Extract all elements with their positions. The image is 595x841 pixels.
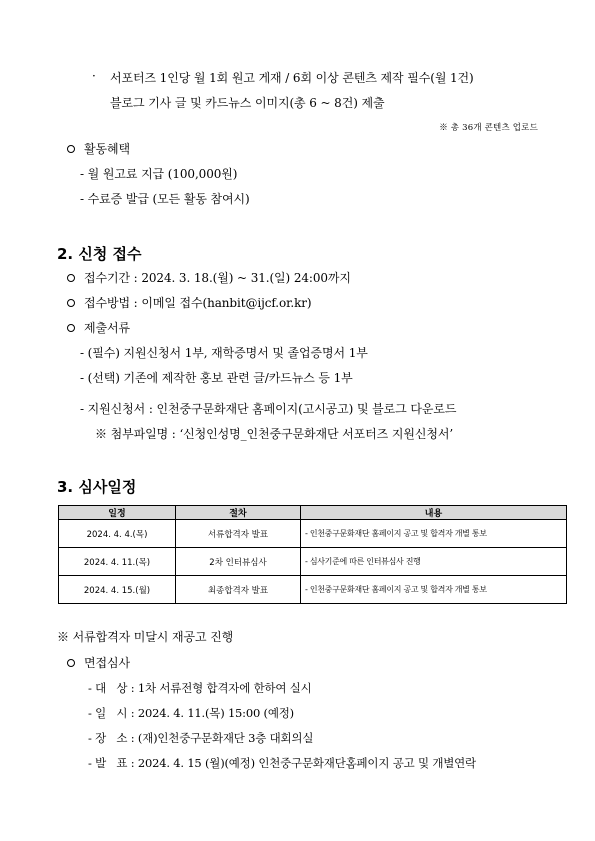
table-row <box>59 548 567 576</box>
bullet-line-1: 서포터즈 1인당 월 1회 원고 게재 / 6회 이상 콘텐츠 제작 필수(월 1건) <box>110 71 474 85</box>
doc-item: - (선택) 기존에 제작한 홍보 관련 글/카드뉴스 등 1부 <box>80 371 353 385</box>
header-content: 내용 <box>301 506 567 520</box>
interview-title-row <box>67 654 130 671</box>
bullet-line-2: 블로그 기사 글 및 카드뉴스 이미지(총 6 ~ 8건) 제출 <box>110 96 385 110</box>
header-procedure: 절차 <box>176 506 301 520</box>
application-method-row <box>67 294 312 311</box>
bullet-marker: · <box>92 69 96 83</box>
docs-title-row <box>67 319 130 336</box>
benefit-item: - 수료증 발급 (모든 활동 참여시) <box>80 192 250 206</box>
benefits-title-row <box>67 140 130 157</box>
table-row <box>59 520 567 548</box>
cell-procedure: 서류합격자 발표 <box>176 520 301 548</box>
circle-bullet-icon <box>67 324 75 332</box>
application-period: 접수기간 : 2024. 3. 18.(월) ~ 31.(일) 24:00까지 <box>84 271 351 285</box>
application-method: 접수방법 : 이메일 접수(hanbit@ijcf.or.kr) <box>84 296 312 310</box>
reannouncement-note: ※ 서류합격자 미달시 재공고 진행 <box>57 630 234 644</box>
table-header-row <box>59 506 567 520</box>
cell-content: - 심사기준에 따른 인터뷰심사 진행 <box>301 548 567 576</box>
section-2-heading: 2. 신청 접수 <box>57 245 142 263</box>
cell-date: 2024. 4. 15.(월) <box>59 576 176 604</box>
circle-bullet-icon <box>67 274 75 282</box>
interview-item: - 대 상 : 1차 서류전형 합격자에 한하여 실시 <box>88 681 312 695</box>
application-period-row <box>67 269 351 286</box>
cell-procedure: 2차 인터뷰심사 <box>176 548 301 576</box>
cell-content: - 인천중구문화재단 홈페이지 공고 및 합격자 개별 통보 <box>301 520 567 548</box>
benefits-title: 활동혜택 <box>84 142 130 156</box>
cell-date: 2024. 4. 4.(목) <box>59 520 176 548</box>
interview-item: - 발 표 : 2024. 4. 15 (월)(예정) 인천중구문화재단홈페이지 공고 및 개별연락 <box>88 756 476 770</box>
schedule-table <box>58 505 567 604</box>
table-row <box>59 576 567 604</box>
cell-procedure: 최종합격자 발표 <box>176 576 301 604</box>
attachment-filename-note: ※ 첨부파일명 : ‘신청인성명_인천중구문화재단 서포터즈 지원신청서’ <box>95 427 454 441</box>
content-count-note: ※ 총 36개 콘텐츠 업로드 <box>439 123 538 133</box>
circle-bullet-icon <box>67 145 75 153</box>
interview-item: - 장 소 : (재)인천중구문화재단 3층 대회의실 <box>88 731 314 745</box>
docs-title: 제출서류 <box>84 321 130 335</box>
section-3-heading: 3. 심사일정 <box>57 478 137 496</box>
benefit-item: - 월 원고료 지급 (100,000원) <box>80 167 238 181</box>
circle-bullet-icon <box>67 299 75 307</box>
cell-content: - 인천중구문화재단 홈페이지 공고 및 합격자 개별 통보 <box>301 576 567 604</box>
circle-bullet-icon <box>67 659 75 667</box>
doc-item: - (필수) 지원신청서 1부, 재학증명서 및 졸업증명서 1부 <box>80 346 368 360</box>
interview-title: 면접심사 <box>84 656 130 670</box>
cell-date: 2024. 4. 11.(목) <box>59 548 176 576</box>
application-form-line: - 지원신청서 : 인천중구문화재단 홈페이지(고시공고) 및 블로그 다운로드 <box>80 402 457 416</box>
interview-item: - 일 시 : 2024. 4. 11.(목) 15:00 (예정) <box>88 706 294 720</box>
header-date: 일정 <box>59 506 176 520</box>
